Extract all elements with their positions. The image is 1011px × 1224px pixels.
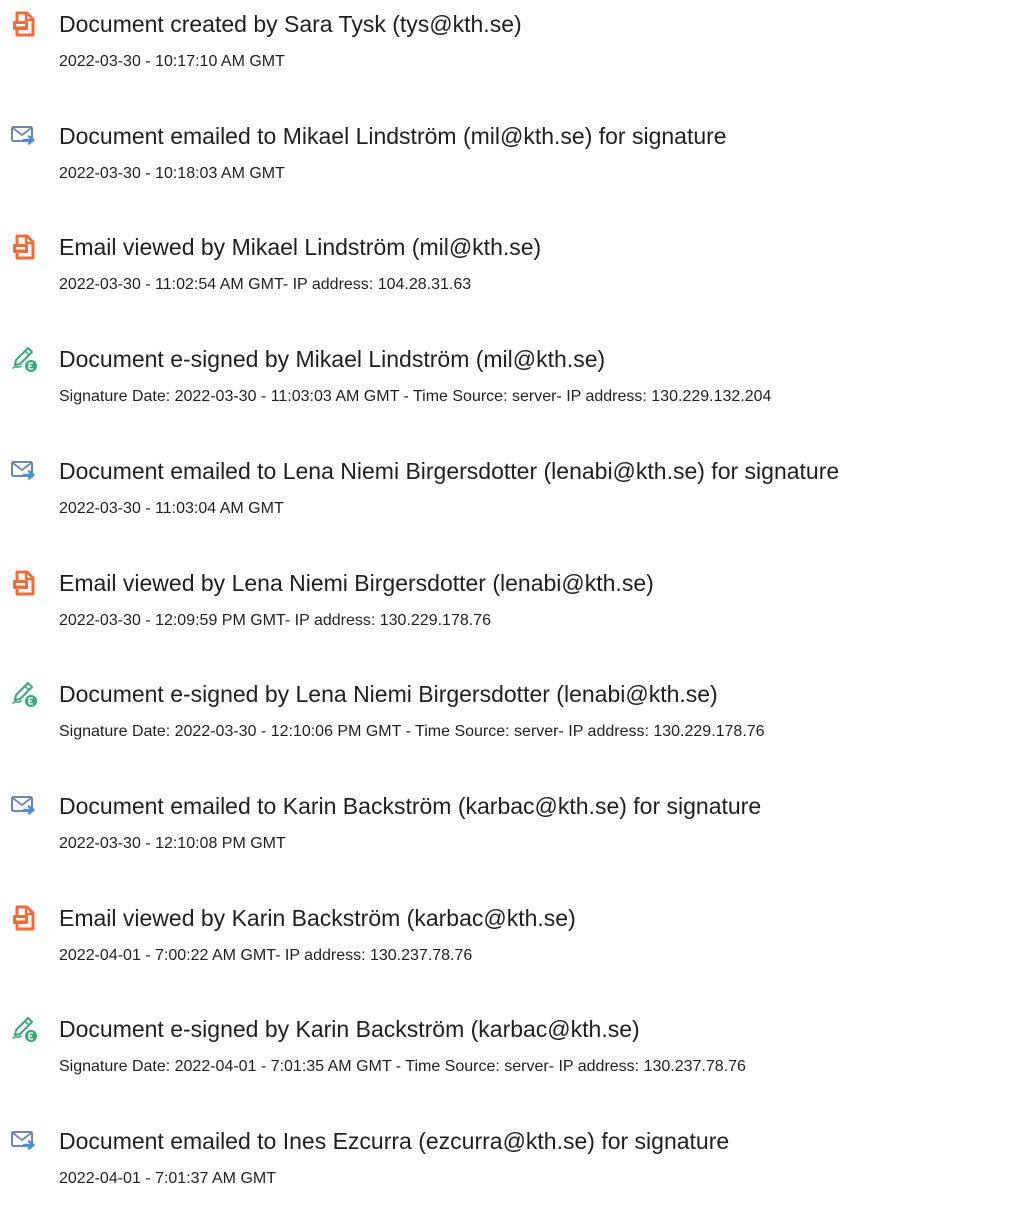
document-icon — [10, 569, 38, 597]
event-detail: 2022-03-30 - 10:17:10 AM GMT — [59, 53, 285, 70]
audit-event — [0, 447, 1011, 527]
audit-event — [0, 1005, 1011, 1085]
event-detail: 2022-04-01 - 7:01:37 AM GMT — [59, 1170, 276, 1187]
event-title: Document emailed to Karin Backström (karbac@kth.se) for signature — [59, 793, 762, 819]
event-title: Document created by Sara Tysk (tys@kth.se) — [59, 11, 522, 37]
audit-event — [0, 670, 1011, 750]
event-title: Document emailed to Lena Niemi Birgersdotter (lenabi@kth.se) for signature — [59, 458, 840, 484]
audit-event — [0, 0, 1011, 80]
document-icon — [10, 904, 38, 932]
email-sent-icon — [10, 457, 38, 485]
event-detail: 2022-03-30 - 11:03:04 AM GMT — [59, 500, 284, 517]
event-detail: Signature Date: 2022-03-30 - 12:10:06 PM GMT - Time Source: server- IP address: 130.229.178.76 — [59, 723, 765, 740]
signature-icon — [10, 345, 38, 373]
event-title: Document e-signed by Lena Niemi Birgersdotter (lenabi@kth.se) — [59, 681, 718, 707]
signature-icon — [10, 680, 38, 708]
audit-event — [0, 894, 1011, 974]
audit-event — [0, 112, 1011, 192]
event-title: Email viewed by Lena Niemi Birgersdotter (lenabi@kth.se) — [59, 570, 654, 596]
email-sent-icon — [10, 792, 38, 820]
event-title: Document emailed to Ines Ezcurra (ezcurra@kth.se) for signature — [59, 1128, 730, 1154]
event-title: Document e-signed by Karin Backström (karbac@kth.se) — [59, 1016, 640, 1042]
audit-event — [0, 223, 1011, 303]
audit-event — [0, 559, 1011, 639]
event-detail: Signature Date: 2022-04-01 - 7:01:35 AM GMT - Time Source: server- IP address: 130.237.78.76 — [59, 1058, 746, 1075]
event-detail: 2022-03-30 - 12:10:08 PM GMT — [59, 835, 286, 852]
event-detail: 2022-04-01 - 7:00:22 AM GMT- IP address: 130.237.78.76 — [59, 947, 473, 964]
document-icon — [10, 10, 38, 38]
event-title: Document e-signed by Mikael Lindström (mil@kth.se) — [59, 346, 606, 372]
audit-event — [0, 1117, 1011, 1197]
event-detail: Signature Date: 2022-03-30 - 11:03:03 AM GMT - Time Source: server- IP address: 130.229.132.204 — [59, 388, 772, 405]
document-icon — [10, 233, 38, 261]
signature-icon — [10, 1015, 38, 1043]
event-title: Email viewed by Mikael Lindström (mil@kth.se) — [59, 234, 542, 260]
event-detail: 2022-03-30 - 10:18:03 AM GMT — [59, 165, 285, 182]
event-detail: 2022-03-30 - 12:09:59 PM GMT- IP address: 130.229.178.76 — [59, 612, 491, 629]
event-title: Email viewed by Karin Backström (karbac@kth.se) — [59, 905, 576, 931]
audit-event — [0, 782, 1011, 862]
email-sent-icon — [10, 122, 38, 150]
email-sent-icon — [10, 1127, 38, 1155]
event-title: Document emailed to Mikael Lindström (mil@kth.se) for signature — [59, 123, 727, 149]
event-detail: 2022-03-30 - 11:02:54 AM GMT- IP address: 104.28.31.63 — [59, 276, 472, 293]
audit-event — [0, 335, 1011, 415]
